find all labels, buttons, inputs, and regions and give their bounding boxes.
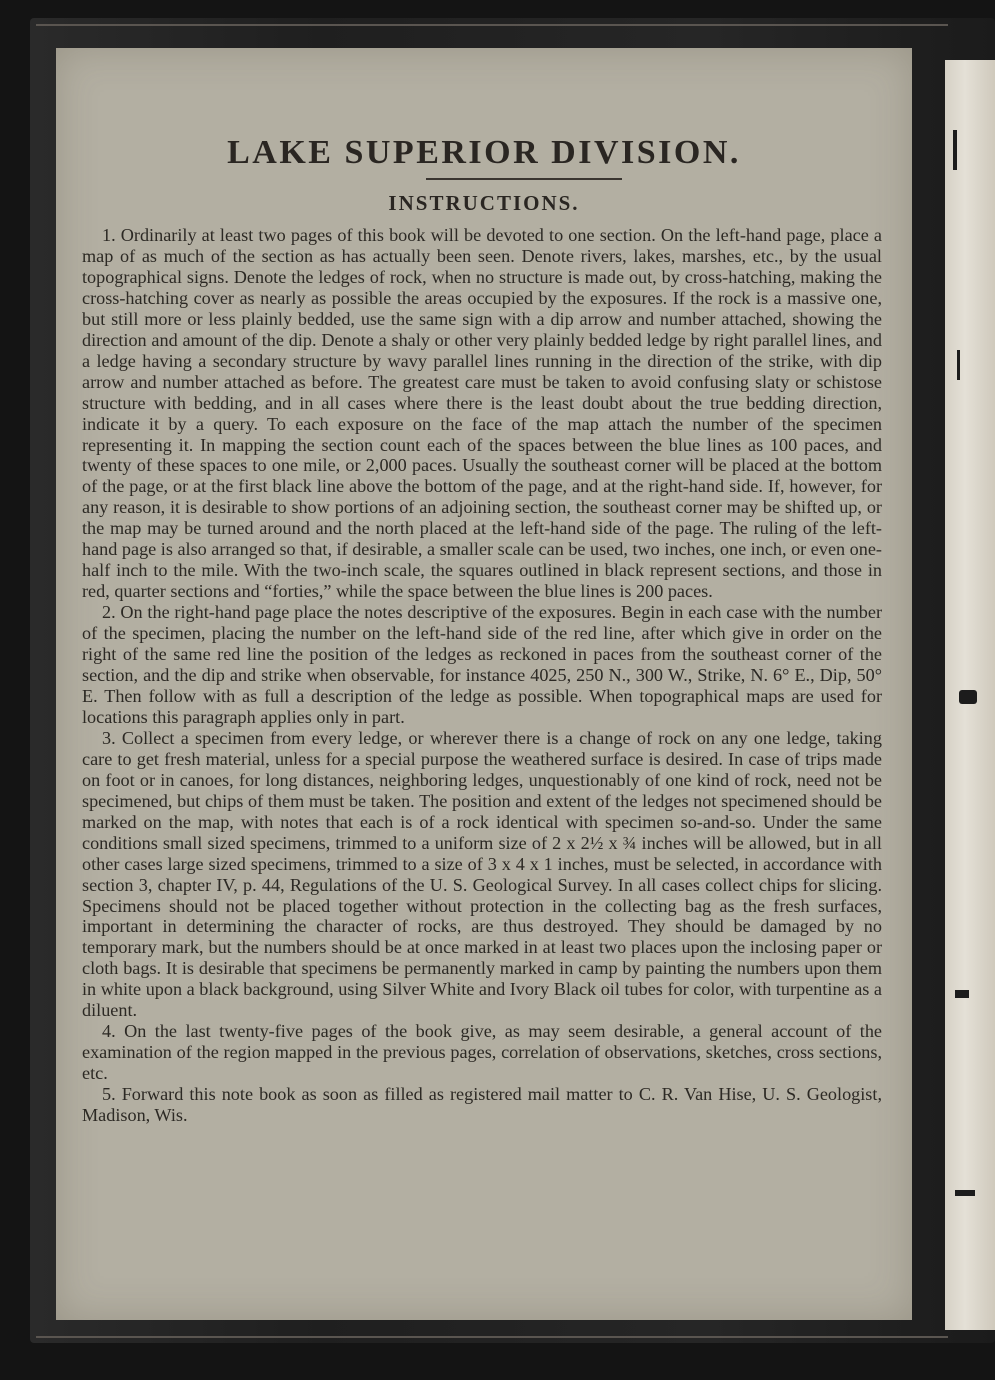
section-heading: INSTRUCTIONS. (388, 191, 580, 215)
page-title: LAKE SUPERIOR DIVISION. (227, 134, 741, 171)
page-edge-mark (959, 690, 977, 704)
paragraph-5: 5. Forward this note book as soon as filled as registered mail matter to C. R. Van Hise, U. S. Geologist, Madison, Wis. (82, 1084, 882, 1126)
paragraph-2: 2. On the right-hand page place the notes descriptive of the exposures. Begin in each case with the number of the specimen, placing the number on the left-hand side of the red line, after which give in order on the right of the same red line the position of the ledges as reckoned in paces from the southeast corner of the section, and the dip and strike when observable, for instance 4025, 250 N., 300 W., Strike, N. 6° E., Dip, 50° E. Then follow with as full a description of the ledge as possible. When topographical maps are used for locations this paragraph applies only in part. (82, 602, 882, 727)
paragraph-1: 1. Ordinarily at least two pages of this book will be devoted to one section. On the left-hand page, place a map of as much of the section as has actually been seen. Denote rivers, lakes, marshes, etc., by the usual topographical signs. Denote the ledges of rock, when no structure is made out, by cross-hatching, making the cross-hatching cover as nearly as possible the areas occupied by the exposures. If the rock is a massive one, but still more or less plainly bedded, use the same sign with a dip arrow and number attached, showing the direction and amount of the dip. Denote a shaly or other very plainly bedded ledge by right parallel lines, and a ledge having a secondary structure by wavy parallel lines running in the direction of the strike, with dip arrow and number attached as before. The greatest care must be taken to avoid confusing slaty or schistose structure with bedding, and in all cases where there is the least doubt about the true bedding direction, indicate it by a query. To each exposure on the face of the map attach the number of the specimen representing it. In mapping the section count each of the spaces between the blue lines as 100 paces, and twenty of these spaces to one mile, or 2,000 paces. Usually the southeast corner will be placed at the bottom of the page, or at the first black line above the bottom of the page, and at the right-hand side. If, however, for any reason, it is desirable to show portions of an adjoining section, the southeast corner may be shifted up, or the map may be turned around and the north placed at the left-hand side of the page. The ruling of the left-hand page is also arranged so that, if desirable, a smaller scale can be used, two inches, one inch, or even one-half inch to the mile. With the two-inch scale, the squares outlined in black represent sections, and those in red, quarter sections and “forties,” while the space between the blue lines is 200 paces. (82, 225, 882, 602)
paragraph-3: 3. Collect a specimen from every ledge, or wherever there is a change of rock on any one ledge, taking care to get fresh material, unless for a special purpose the weathered surface is desired. In case of trips made on foot or in canoes, for long distances, neighboring ledges, unquestionably of one kind of rock, need not be specimened, but chips of them must be taken. The position and extent of the ledges not specimened should be marked on the map, with notes that each is of a rock identical with specimen so-and-so. Under the same conditions small sized specimens, trimmed to a uniform size of 2 x 2½ x ¾ inches will be allowed, but in all other cases large sized specimens, trimmed to a size of 3 x 4 x 1 inches, must be selected, in accordance with section 3, chapter IV, p. 44, Regulations of the U. S. Geological Survey. In all cases collect chips for slicing. Specimens should not be placed together without protection in the collecting bag as the fresh surfaces, important in determining the character of rocks, are thus destroyed. They should be damaged by no temporary mark, but the numbers should be at once marked in at least two places upon the inclosing paper or cloth bags. It is desirable that specimens be permanently marked in camp by painting the numbers upon them in white upon a black background, using Silver White and Ivory Black oil tubes for color, with turpentine as a diluent. (82, 727, 882, 1021)
page-edge-mark (955, 1190, 975, 1196)
page-edge-mark (953, 130, 957, 170)
page-edge (945, 60, 995, 1330)
page-edge-mark (957, 350, 960, 380)
paragraph-4: 4. On the last twenty-five pages of the book give, as may seem desirable, a general account of the examination of the region mapped in the previous pages, correlation of observations, sketches, cross sections, etc. (82, 1021, 882, 1084)
title-divider (426, 178, 622, 180)
instructions-body (82, 225, 882, 1126)
instruction-page (56, 48, 912, 1320)
page-edge-mark (955, 990, 969, 998)
